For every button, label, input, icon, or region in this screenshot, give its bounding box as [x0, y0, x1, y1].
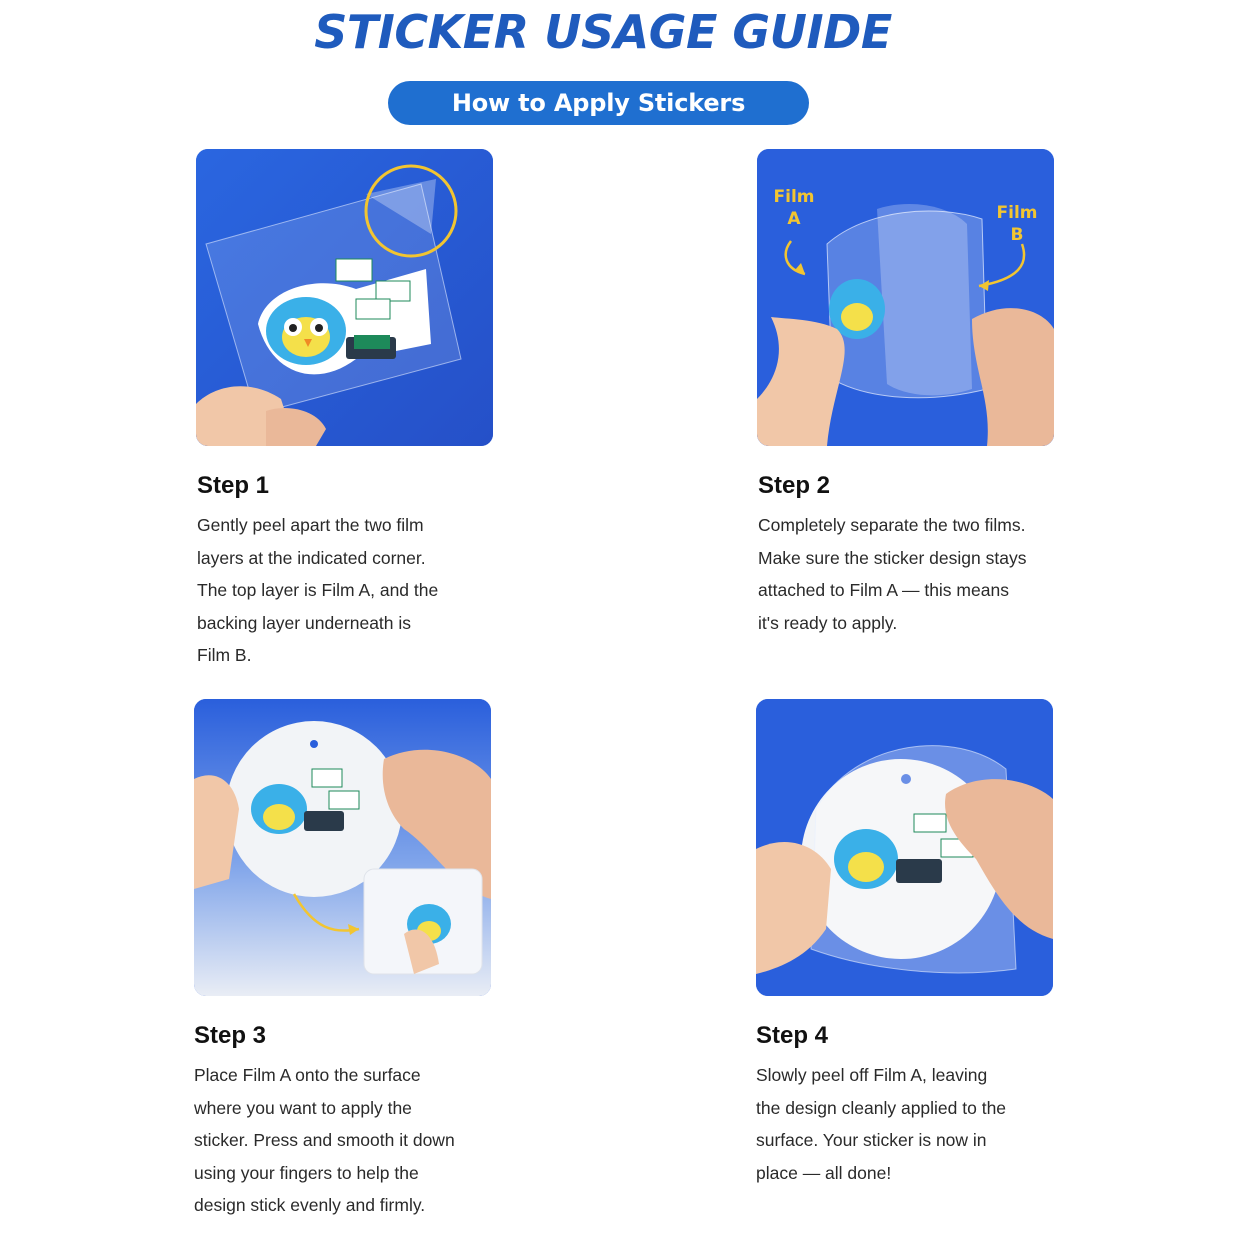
step-1-line: layers at the indicated corner. — [197, 547, 426, 568]
step-1-line: The top layer is Film A, and the — [197, 580, 439, 600]
step-2-title: Step 2 — [758, 472, 831, 499]
step-4-photo — [756, 699, 1053, 996]
step-4-line: place — all done! — [756, 1162, 892, 1183]
subtitle-banner — [388, 81, 809, 125]
step-3-photo — [194, 699, 491, 996]
step-2-photo — [757, 149, 1054, 446]
step-3-line: using your fingers to help the — [194, 1162, 419, 1183]
step-4-line: Slowly peel off Film A, leaving — [756, 1065, 988, 1085]
step-3-title: Step 3 — [194, 1022, 267, 1049]
step-3-line: Place Film A onto the surface — [194, 1065, 421, 1085]
step-2-line: it's ready to apply. — [758, 612, 898, 633]
step-4-line: surface. Your sticker is now in — [756, 1130, 987, 1150]
step-3-line: design stick evenly and firmly. — [194, 1195, 426, 1215]
film-a-label-letter: A — [787, 209, 801, 229]
step-2-line: attached to Film A — this means — [758, 580, 1009, 600]
film-b-label-letter: B — [1010, 225, 1024, 245]
step-1-line: backing layer underneath is — [197, 612, 412, 633]
subtitle-text: How to Apply Stickers — [451, 89, 746, 117]
step-4-line: the design cleanly applied to the — [756, 1097, 1007, 1118]
film-a-label-word: Film — [773, 187, 815, 207]
step-4-description — [756, 1059, 1056, 1189]
step-1-title: Step 1 — [197, 472, 270, 499]
step-2-line: Completely separate the two films. — [758, 515, 1026, 535]
step-1-photo — [196, 149, 493, 446]
step-3-line: where you want to apply the — [194, 1097, 412, 1118]
step-1-description — [197, 509, 497, 672]
step-2-description — [758, 509, 1058, 639]
film-b-label-word: Film — [996, 203, 1038, 223]
step-3-description — [194, 1059, 494, 1222]
step-2-line: Make sure the sticker design stays — [758, 547, 1027, 568]
step-1-line: Gently peel apart the two film — [197, 515, 424, 535]
step-4-title: Step 4 — [756, 1022, 829, 1049]
page-title: STICKER USAGE GUIDE — [314, 5, 892, 59]
step-3-line: sticker. Press and smooth it down — [194, 1130, 455, 1150]
step-1-line: Film B. — [197, 645, 252, 665]
